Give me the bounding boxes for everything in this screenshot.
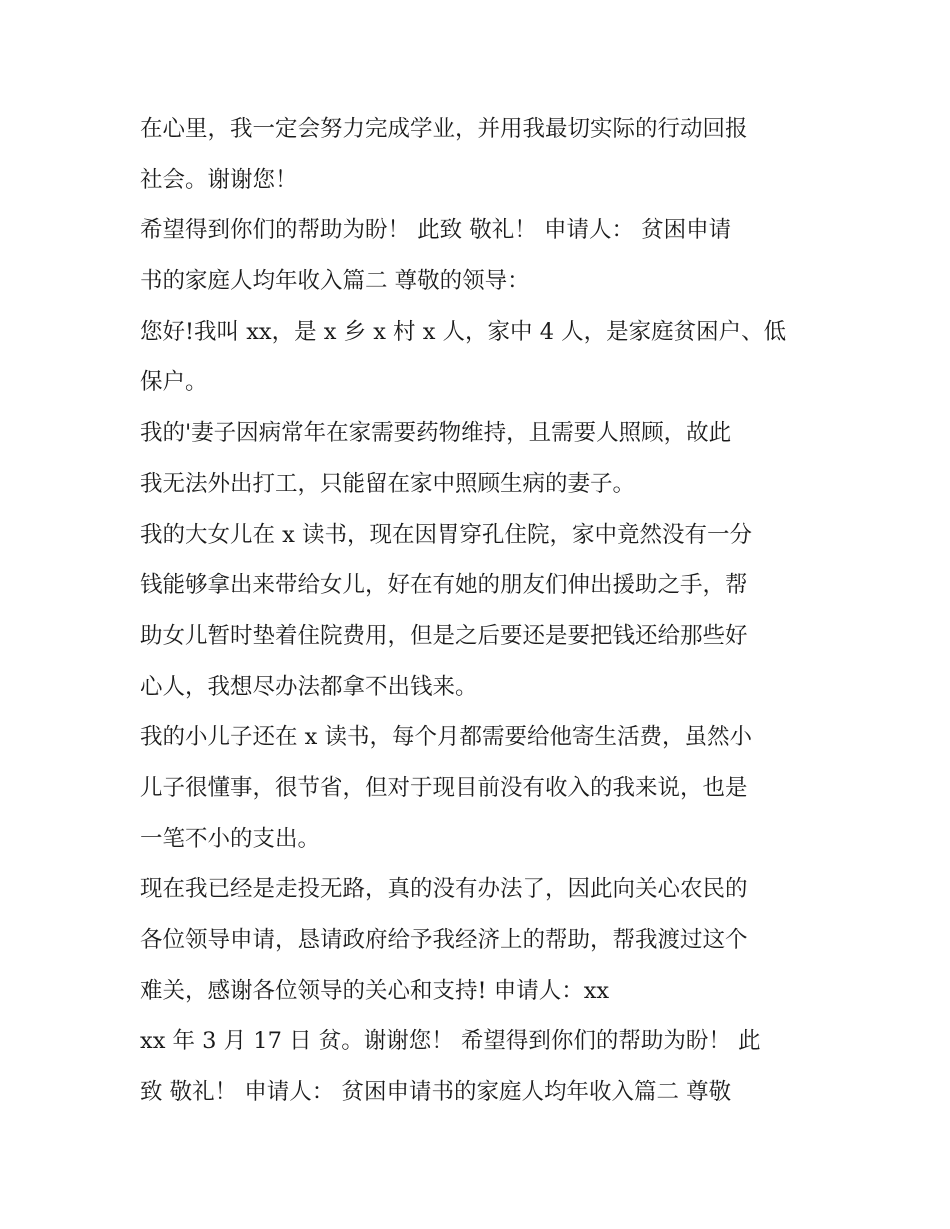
text-line-4: 书的家庭人均年收入篇二 尊敬的领导： — [140, 268, 530, 295]
text-line-13: 我的小儿子还在 x 读书，每个月都需要给他寄生活费，虽然小 — [140, 724, 752, 751]
text-line-20: 致 敬礼！ 申请人： 贫困申请书的家庭人均年收入篇二 尊敬 — [140, 1079, 732, 1106]
text-line-3: 希望得到你们的帮助为盼！ 此致 敬礼！ 申请人： 贫困申请 — [140, 217, 732, 244]
text-line-16: 现在我已经是走投无路，真的没有办法了，因此向关心农民的 — [140, 876, 748, 903]
text-line-14: 儿子很懂事，很节省，但对于现目前没有收入的我来说，也是 — [140, 774, 748, 801]
text-line-1: 在心里，我一定会努力完成学业，并用我最切实际的行动回报 — [140, 116, 748, 142]
text-line-18: 难关，感谢各位领导的关心和支持! 申请人：xx — [140, 977, 610, 1004]
document-body — [140, 104, 820, 1118]
text-line-8: 我无法外出打工，只能留在家中照顾生病的妻子。 — [140, 470, 636, 497]
text-line-2: 社会。谢谢您！ — [140, 166, 298, 193]
text-line-5: 您好!我叫 xx，是 x 乡 x 村 x 人，家中 4 人，是家庭贫困户、低 — [140, 318, 787, 345]
text-line-19: xx 年 3 月 17 日 贫。谢谢您！ 希望得到你们的帮助为盼！ 此 — [140, 1028, 761, 1055]
text-line-12: 心人，我想尽办法都拿不出钱来。 — [140, 673, 478, 700]
text-line-11: 助女儿暂时垫着住院费用，但是之后要还是要把钱还给那些好 — [140, 622, 748, 649]
text-line-15: 一笔不小的支出。 — [140, 825, 321, 852]
text-line-17: 各位领导申请，恳请政府给予我经济上的帮助，帮我渡过这个 — [140, 927, 748, 953]
text-line-6: 保户。 — [140, 369, 208, 396]
text-line-9: 我的大女儿在 x 读书，现在因胃穿孔住院，家中竟然没有一分 — [140, 521, 752, 548]
text-line-10: 钱能够拿出来带给女儿，好在有她的朋友们伸出援助之手，帮 — [140, 572, 748, 599]
text-line-7: 我的'妻子因病常年在家需要药物维持，且需要人照顾，故此 — [140, 420, 732, 447]
